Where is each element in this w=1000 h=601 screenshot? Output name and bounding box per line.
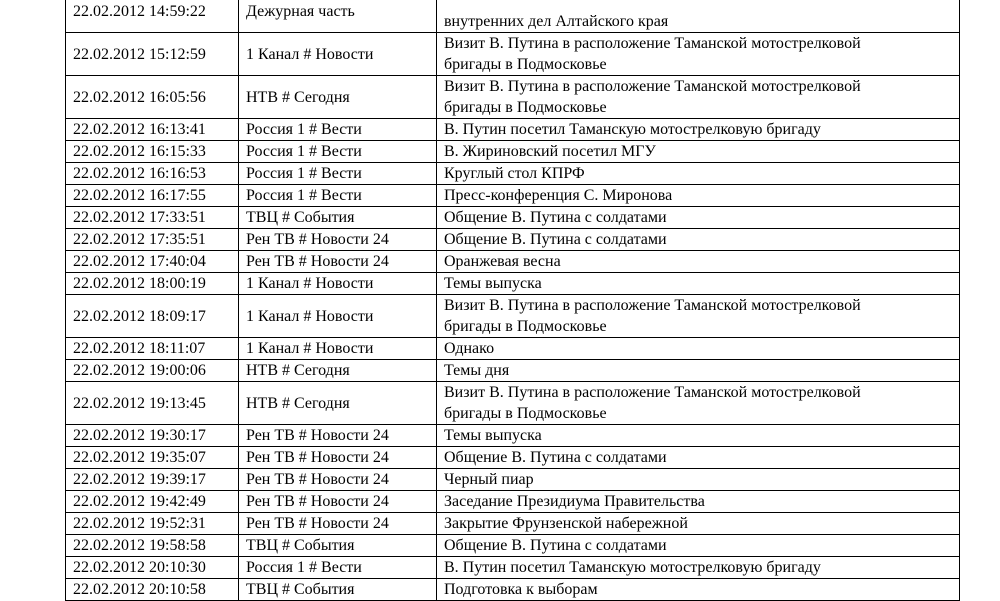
cell-channel: Дежурная часть (239, 0, 437, 33)
cell-channel: Рен ТВ # Новости 24 (239, 425, 437, 447)
table-row (66, 251, 960, 273)
table-row (66, 185, 960, 207)
cell-channel: 1 Канал # Новости (239, 295, 437, 338)
cell-channel: 1 Канал # Новости (239, 338, 437, 360)
title-line: Закрытие Фрунзенской набережной (444, 515, 688, 532)
table-row (66, 360, 960, 382)
cell-title (437, 447, 960, 469)
table-row (66, 382, 960, 425)
title-line: бригады в Подмосковье (444, 405, 607, 422)
table-row (66, 513, 960, 535)
cell-channel: Россия 1 # Вести (239, 163, 437, 185)
title-line: бригады в Подмосковье (444, 99, 607, 116)
cell-title (437, 119, 960, 141)
cell-datetime: 22.02.2012 14:59:22 (66, 0, 239, 33)
cell-datetime: 22.02.2012 19:52:31 (66, 513, 239, 535)
table-row (66, 338, 960, 360)
title-line: Общение В. Путина с солдатами (444, 209, 667, 226)
cell-title (437, 295, 960, 338)
title-line: Общение В. Путина с солдатами (444, 449, 667, 466)
cell-datetime: 22.02.2012 20:10:58 (66, 579, 239, 601)
cell-channel: 1 Канал # Новости (239, 273, 437, 295)
cell-channel: Россия 1 # Вести (239, 119, 437, 141)
table-row (66, 119, 960, 141)
cell-channel: Рен ТВ # Новости 24 (239, 447, 437, 469)
table-row (66, 207, 960, 229)
title-line: Визит В. Путина в расположение Таманской мотострелковой (444, 35, 861, 52)
cell-datetime: 22.02.2012 15:12:59 (66, 33, 239, 76)
table-row (66, 425, 960, 447)
title-line: Черный пиар (444, 471, 534, 488)
document-page (65, 0, 935, 601)
cell-title (437, 33, 960, 76)
table-row (66, 141, 960, 163)
title-line: Подготовка к выборам (444, 581, 598, 598)
table-row (66, 0, 960, 33)
cell-channel: Рен ТВ # Новости 24 (239, 491, 437, 513)
title-line: Заседание Президиума Правительства (444, 493, 705, 510)
cell-channel: ТВЦ # События (239, 535, 437, 557)
title-line: Пресс-конференция С. Миронова (444, 187, 673, 204)
title-line: Темы дня (444, 362, 510, 379)
title-line: Визит В. Путина в расположение Таманской мотострелковой (444, 384, 861, 401)
cell-title (437, 185, 960, 207)
table-row (66, 535, 960, 557)
cell-title (437, 360, 960, 382)
cell-channel: ТВЦ # События (239, 207, 437, 229)
title-line: Визит В. Путина в расположение Таманской мотострелковой (444, 78, 861, 95)
cell-channel: Рен ТВ # Новости 24 (239, 251, 437, 273)
cell-channel: НТВ # Сегодня (239, 382, 437, 425)
table-row (66, 491, 960, 513)
cell-title (437, 207, 960, 229)
cell-title (437, 163, 960, 185)
table-row (66, 273, 960, 295)
cell-datetime: 22.02.2012 19:35:07 (66, 447, 239, 469)
cell-channel: Россия 1 # Вести (239, 557, 437, 579)
cell-datetime: 22.02.2012 17:35:51 (66, 229, 239, 251)
cell-channel: Рен ТВ # Новости 24 (239, 469, 437, 491)
cell-datetime: 22.02.2012 19:42:49 (66, 491, 239, 513)
title-line: Темы выпуска (444, 427, 542, 444)
title-line: Оранжевая весна (444, 253, 561, 270)
cell-title (437, 141, 960, 163)
cell-title (437, 382, 960, 425)
cell-title (437, 469, 960, 491)
title-line: бригады в Подмосковье (444, 318, 607, 335)
title-line: Однако (444, 340, 495, 357)
table-row (66, 76, 960, 119)
cell-channel: НТВ # Сегодня (239, 76, 437, 119)
table-row (66, 469, 960, 491)
title-line: Общение В. Путина с солдатами (444, 537, 667, 554)
title-line: внутренних дел Алтайского края (444, 13, 669, 30)
cell-title (437, 76, 960, 119)
cell-datetime: 22.02.2012 17:33:51 (66, 207, 239, 229)
cell-channel: Россия 1 # Вести (239, 141, 437, 163)
cell-title (437, 535, 960, 557)
broadcast-table (65, 0, 960, 601)
cell-datetime: 22.02.2012 16:13:41 (66, 119, 239, 141)
cell-title (437, 273, 960, 295)
cell-title (437, 579, 960, 601)
title-line: Темы выпуска (444, 275, 542, 292)
cell-title (437, 229, 960, 251)
cell-title (437, 0, 960, 33)
cell-channel: 1 Канал # Новости (239, 33, 437, 76)
cell-datetime: 22.02.2012 19:00:06 (66, 360, 239, 382)
cell-datetime: 22.02.2012 19:39:17 (66, 469, 239, 491)
cell-channel: Россия 1 # Вести (239, 185, 437, 207)
cell-datetime: 22.02.2012 20:10:30 (66, 557, 239, 579)
table-row (66, 229, 960, 251)
cell-title (437, 513, 960, 535)
cell-channel: Рен ТВ # Новости 24 (239, 229, 437, 251)
table-row (66, 579, 960, 601)
cell-datetime: 22.02.2012 19:13:45 (66, 382, 239, 425)
table-row (66, 33, 960, 76)
title-line: В. Путин посетил Таманскую мотострелковую бригаду (444, 121, 821, 138)
title-line: Визит В. Путина в расположение Таманской мотострелковой (444, 297, 861, 314)
cell-title (437, 425, 960, 447)
cell-datetime: 22.02.2012 16:16:53 (66, 163, 239, 185)
title-line: бригады в Подмосковье (444, 56, 607, 73)
table-row (66, 447, 960, 469)
cell-channel: Рен ТВ # Новости 24 (239, 513, 437, 535)
table-body (66, 0, 960, 601)
cell-channel: НТВ # Сегодня (239, 360, 437, 382)
title-line: В. Жириновский посетил МГУ (444, 143, 656, 160)
cell-datetime: 22.02.2012 18:00:19 (66, 273, 239, 295)
cell-title (437, 251, 960, 273)
cell-datetime: 22.02.2012 16:15:33 (66, 141, 239, 163)
cell-datetime: 22.02.2012 19:30:17 (66, 425, 239, 447)
cell-channel: ТВЦ # События (239, 579, 437, 601)
cell-title (437, 338, 960, 360)
title-line: Круглый стол КПРФ (444, 165, 585, 182)
cell-datetime: 22.02.2012 18:09:17 (66, 295, 239, 338)
title-line: В. Путин посетил Таманскую мотострелковую бригаду (444, 559, 821, 576)
table-row (66, 163, 960, 185)
title-line: Общение В. Путина с солдатами (444, 231, 667, 248)
cell-datetime: 22.02.2012 18:11:07 (66, 338, 239, 360)
table-row (66, 295, 960, 338)
cell-datetime: 22.02.2012 19:58:58 (66, 535, 239, 557)
cell-datetime: 22.02.2012 17:40:04 (66, 251, 239, 273)
cell-title (437, 491, 960, 513)
cell-datetime: 22.02.2012 16:05:56 (66, 76, 239, 119)
cell-datetime: 22.02.2012 16:17:55 (66, 185, 239, 207)
